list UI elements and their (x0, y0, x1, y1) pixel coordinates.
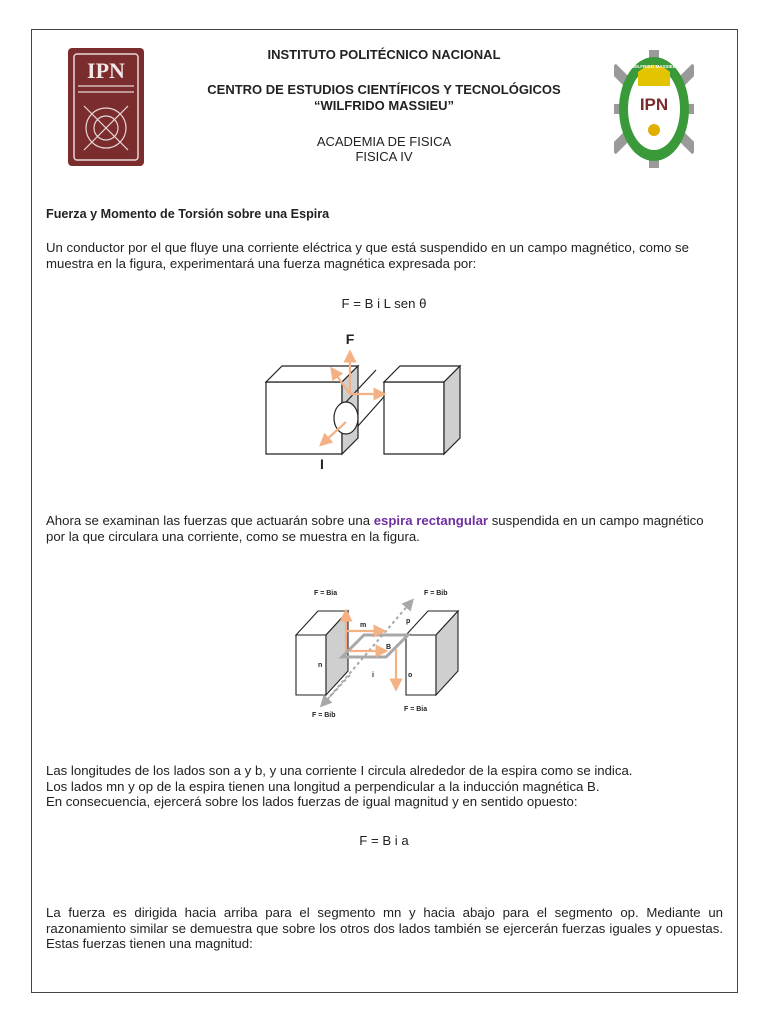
label-force-f: F (345, 331, 355, 347)
institution-name: INSTITUTO POLITÉCNICO NACIONAL (267, 47, 501, 62)
paragraph-3 (46, 763, 723, 810)
paragraph-2 (46, 513, 723, 544)
paragraph-3-line-2: Los lados mn y op de la espira tienen una longitud a perpendicular a la inducción magnética B. (46, 778, 600, 794)
label-p: p (406, 618, 411, 625)
right-logo-text: IPN (639, 95, 669, 114)
figure-conductor (262, 330, 472, 475)
highlight-espira-rectangular: espira rectangular (373, 513, 489, 528)
label-br: F = Bia (404, 706, 428, 713)
label-tr: F = Bib (424, 590, 448, 597)
paragraph-4: La fuerza es dirigida hacia arriba para el segmento mn y hacia abajo para el segmento op. Mediante un razonamiento similar se demuestra que sobre los otros dos lados también se ejercerán fuerzas iguales y opuestas. Estas fuerzas tienen una magnitud: (46, 905, 723, 951)
school-name: “WILFRIDO MASSIEU” (313, 98, 455, 113)
label-i: i (372, 672, 374, 679)
label-n: n (318, 662, 323, 669)
academy-name: ACADEMIA DE FISICA (316, 134, 452, 149)
label-tl: F = Bia (314, 590, 338, 597)
paragraph-2-before: Ahora se examinan las fuerzas que actuarán sobre una (46, 513, 374, 528)
page-border (31, 29, 738, 993)
left-logo-text: IPN (87, 58, 125, 83)
section-title: Fuerza y Momento de Torsión sobre una Espira (46, 207, 330, 221)
center-name: CENTRO DE ESTUDIOS CIENTÍFICOS Y TECNOLÓGICOS (207, 82, 561, 97)
paragraph-3-line-1: Las longitudes de los lados son a y b, y una corriente I circula alrededor de la espira como se indica. (46, 763, 633, 778)
label-bl: F = Bib (312, 712, 336, 719)
paragraph-1: Un conductor por el que fluye una corriente eléctrica y que está suspendido en un campo magnético, como se muestra en la figura, experimentará una fuerza magnética expresada por: (46, 240, 689, 271)
right-logo-ring: WILFRIDO MASSIEU (632, 64, 676, 69)
label-m: m (360, 622, 367, 629)
formula-2: F = B i a (359, 833, 409, 848)
paragraph-2-after: suspendida en un campo magnético por la que circulara una corriente, como se muestra en la figura. (46, 513, 704, 544)
course-name: FISICA IV (355, 149, 413, 164)
label-o: o (408, 672, 413, 679)
label-b: B (386, 644, 392, 651)
paragraph-3-line-3: En consecuencia, ejercerá sobre los lados fuerzas de igual magnitud y en sentido opuesto: (46, 794, 578, 809)
figure-rectangular-loop (290, 585, 480, 720)
label-current-i: I (320, 456, 324, 472)
formula-1: F = B i L sen θ (341, 296, 427, 311)
